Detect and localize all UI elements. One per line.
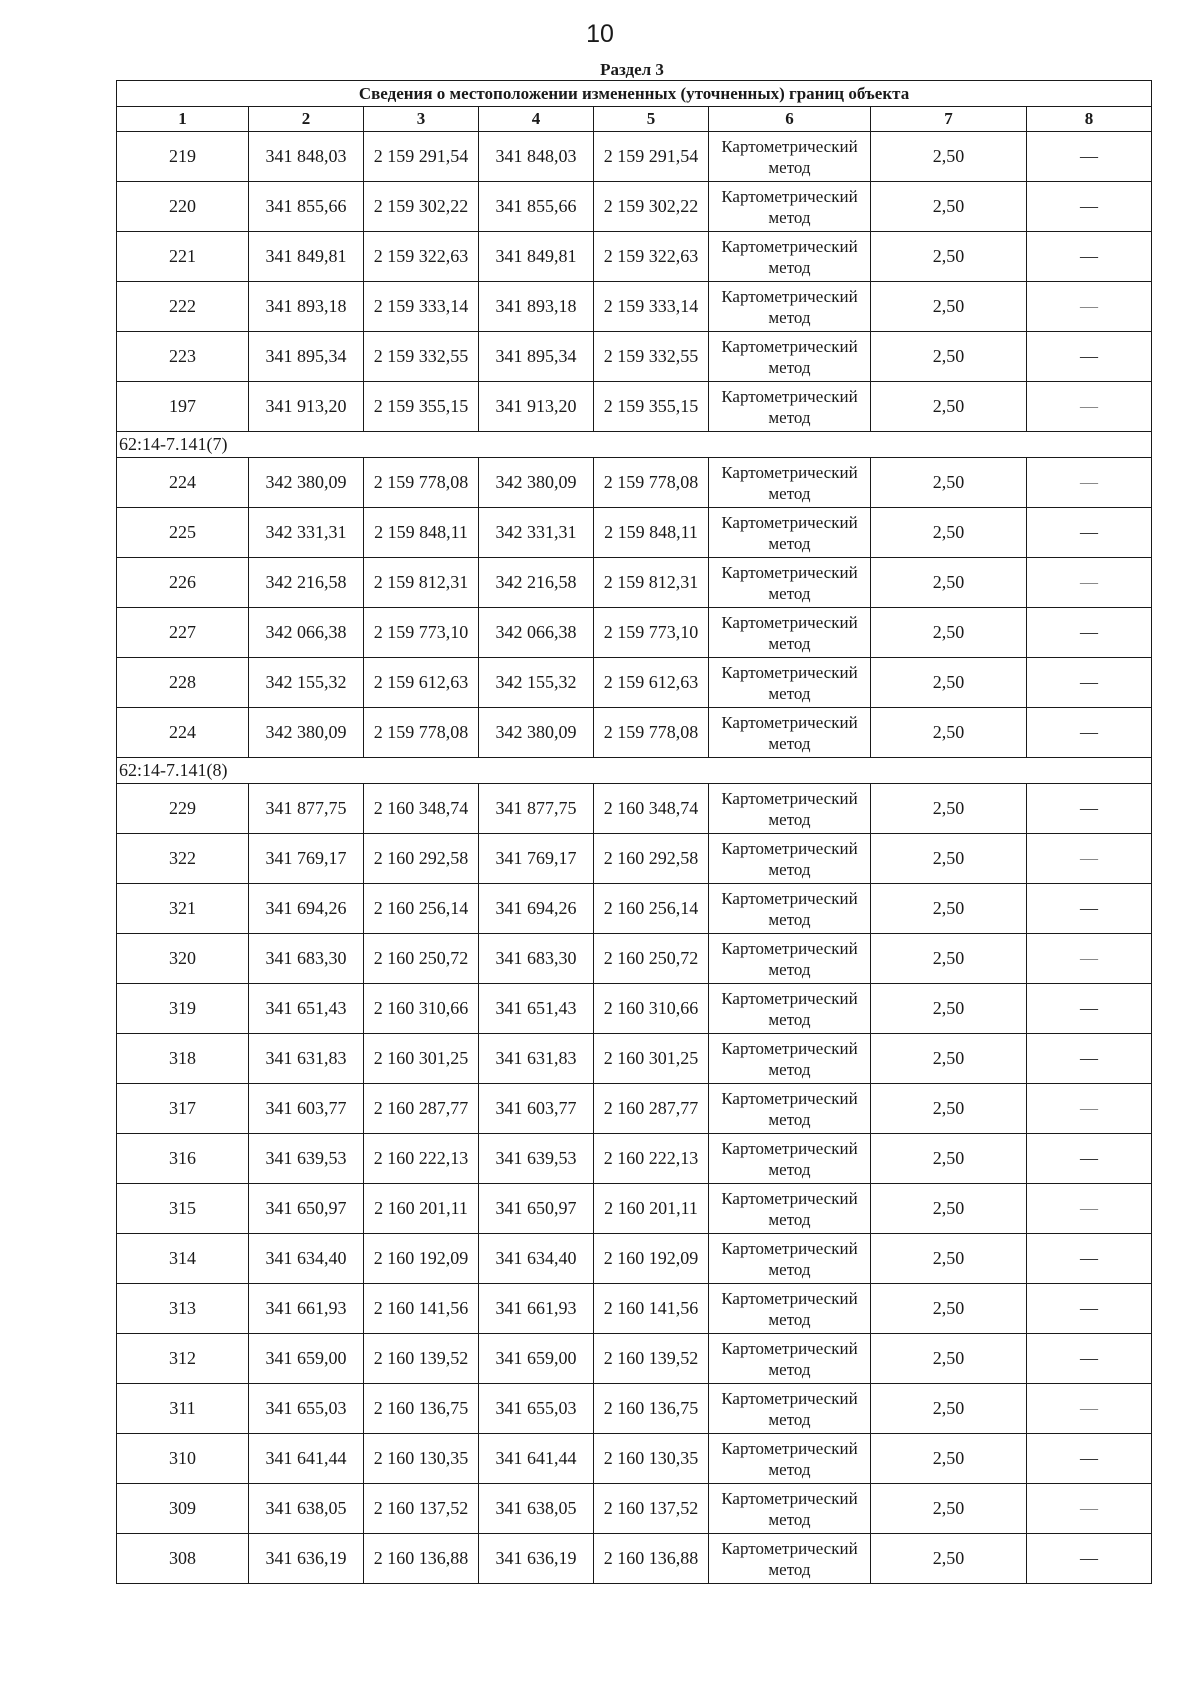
coordinates-table	[116, 80, 1152, 1584]
x-existing-cell: 341 650,97	[249, 1184, 364, 1234]
method-cell: Картометрический метод	[709, 1484, 871, 1534]
table-row	[117, 1284, 1152, 1334]
method-cell: Картометрический метод	[709, 658, 871, 708]
precision-cell: 2,50	[871, 1284, 1027, 1334]
precision-cell: 2,50	[871, 382, 1027, 432]
x-new-cell: 341 650,97	[479, 1184, 594, 1234]
precision-cell: 2,50	[871, 232, 1027, 282]
x-existing-cell: 341 638,05	[249, 1484, 364, 1534]
x-new-cell: 341 848,03	[479, 132, 594, 182]
point-number-cell: 228	[117, 658, 249, 708]
note-cell	[1027, 1284, 1152, 1334]
precision-cell: 2,50	[871, 1534, 1027, 1584]
method-cell: Картометрический метод	[709, 1534, 871, 1584]
method-cell: Картометрический метод	[709, 1284, 871, 1334]
method-cell: Картометрический метод	[709, 182, 871, 232]
table-caption-row	[117, 81, 1152, 107]
y-new-cell: 2 159 778,08	[594, 458, 709, 508]
table-row	[117, 1034, 1152, 1084]
note-cell	[1027, 608, 1152, 658]
y-existing-cell: 2 159 355,15	[364, 382, 479, 432]
y-new-cell: 2 160 137,52	[594, 1484, 709, 1534]
y-existing-cell: 2 159 291,54	[364, 132, 479, 182]
x-new-cell: 342 155,32	[479, 658, 594, 708]
note-cell	[1027, 382, 1152, 432]
precision-cell: 2,50	[871, 658, 1027, 708]
precision-cell: 2,50	[871, 458, 1027, 508]
precision-cell: 2,50	[871, 1384, 1027, 1434]
x-new-cell: 341 769,17	[479, 834, 594, 884]
precision-cell: 2,50	[871, 784, 1027, 834]
table-row	[117, 658, 1152, 708]
column-number-row	[117, 107, 1152, 132]
table-row	[117, 934, 1152, 984]
y-existing-cell: 2 160 141,56	[364, 1284, 479, 1334]
method-cell: Картометрический метод	[709, 784, 871, 834]
dash-mark: —	[1080, 622, 1099, 642]
point-number-cell: 219	[117, 132, 249, 182]
precision-cell: 2,50	[871, 1034, 1027, 1084]
precision-cell: 2,50	[871, 508, 1027, 558]
note-cell	[1027, 1434, 1152, 1484]
method-cell: Картометрический метод	[709, 382, 871, 432]
table-row	[117, 558, 1152, 608]
y-new-cell: 2 160 136,88	[594, 1534, 709, 1584]
column-number: 3	[364, 107, 479, 132]
note-cell	[1027, 834, 1152, 884]
x-existing-cell: 342 380,09	[249, 708, 364, 758]
note-cell	[1027, 1184, 1152, 1234]
column-number: 1	[117, 107, 249, 132]
x-new-cell: 341 893,18	[479, 282, 594, 332]
y-existing-cell: 2 159 812,31	[364, 558, 479, 608]
x-existing-cell: 341 849,81	[249, 232, 364, 282]
point-number-cell: 311	[117, 1384, 249, 1434]
point-number-cell: 224	[117, 708, 249, 758]
y-new-cell: 2 159 302,22	[594, 182, 709, 232]
note-cell	[1027, 884, 1152, 934]
point-number-cell: 220	[117, 182, 249, 232]
dash-mark: —	[1080, 1448, 1099, 1468]
y-existing-cell: 2 160 310,66	[364, 984, 479, 1034]
point-number-cell: 226	[117, 558, 249, 608]
point-number-cell: 314	[117, 1234, 249, 1284]
y-new-cell: 2 160 250,72	[594, 934, 709, 984]
y-existing-cell: 2 159 778,08	[364, 708, 479, 758]
note-cell	[1027, 1234, 1152, 1284]
point-number-cell: 312	[117, 1334, 249, 1384]
table-row	[117, 608, 1152, 658]
y-new-cell: 2 160 222,13	[594, 1134, 709, 1184]
y-existing-cell: 2 159 773,10	[364, 608, 479, 658]
y-existing-cell: 2 160 139,52	[364, 1334, 479, 1384]
precision-cell: 2,50	[871, 282, 1027, 332]
dash-mark: —	[1080, 1498, 1099, 1518]
method-cell: Картометрический метод	[709, 332, 871, 382]
x-existing-cell: 341 651,43	[249, 984, 364, 1034]
dash-mark: —	[1080, 346, 1099, 366]
x-new-cell: 341 639,53	[479, 1134, 594, 1184]
point-number-cell: 225	[117, 508, 249, 558]
table-row	[117, 834, 1152, 884]
x-new-cell: 341 895,34	[479, 332, 594, 382]
y-existing-cell: 2 160 301,25	[364, 1034, 479, 1084]
x-new-cell: 342 380,09	[479, 708, 594, 758]
dash-mark: —	[1080, 1248, 1099, 1268]
x-existing-cell: 341 877,75	[249, 784, 364, 834]
x-new-cell: 341 651,43	[479, 984, 594, 1034]
x-new-cell: 342 216,58	[479, 558, 594, 608]
column-number: 2	[249, 107, 364, 132]
y-existing-cell: 2 160 222,13	[364, 1134, 479, 1184]
y-existing-cell: 2 160 136,75	[364, 1384, 479, 1434]
point-number-cell: 221	[117, 232, 249, 282]
page-number: 10	[586, 20, 614, 48]
table-row	[117, 1534, 1152, 1584]
dash-mark: —	[1080, 196, 1099, 216]
note-cell	[1027, 1384, 1152, 1434]
x-existing-cell: 341 913,20	[249, 382, 364, 432]
y-existing-cell: 2 159 333,14	[364, 282, 479, 332]
y-new-cell: 2 159 773,10	[594, 608, 709, 658]
point-number-cell: 197	[117, 382, 249, 432]
note-cell	[1027, 1084, 1152, 1134]
y-existing-cell: 2 160 136,88	[364, 1534, 479, 1584]
x-new-cell: 341 694,26	[479, 884, 594, 934]
note-cell	[1027, 934, 1152, 984]
y-existing-cell: 2 160 292,58	[364, 834, 479, 884]
point-number-cell: 310	[117, 1434, 249, 1484]
x-existing-cell: 341 659,00	[249, 1334, 364, 1384]
x-existing-cell: 341 683,30	[249, 934, 364, 984]
x-existing-cell: 341 636,19	[249, 1534, 364, 1584]
table-row	[117, 708, 1152, 758]
method-cell: Картометрический метод	[709, 458, 871, 508]
point-number-cell: 229	[117, 784, 249, 834]
point-number-cell: 317	[117, 1084, 249, 1134]
point-number-cell: 227	[117, 608, 249, 658]
x-existing-cell: 341 769,17	[249, 834, 364, 884]
point-number-cell: 308	[117, 1534, 249, 1584]
x-new-cell: 341 603,77	[479, 1084, 594, 1134]
y-existing-cell: 2 160 256,14	[364, 884, 479, 934]
group-label: 62:14-7.141(8)	[117, 758, 1152, 784]
method-cell: Картометрический метод	[709, 934, 871, 984]
note-cell	[1027, 1484, 1152, 1534]
dash-mark: —	[1080, 798, 1099, 818]
x-existing-cell: 341 641,44	[249, 1434, 364, 1484]
x-existing-cell: 342 155,32	[249, 658, 364, 708]
y-existing-cell: 2 160 287,77	[364, 1084, 479, 1134]
precision-cell: 2,50	[871, 608, 1027, 658]
dash-mark: —	[1080, 472, 1099, 492]
note-cell	[1027, 458, 1152, 508]
note-cell	[1027, 558, 1152, 608]
x-existing-cell: 341 634,40	[249, 1234, 364, 1284]
table-row	[117, 382, 1152, 432]
dash-mark: —	[1080, 1198, 1099, 1218]
note-cell	[1027, 1034, 1152, 1084]
y-new-cell: 2 160 201,11	[594, 1184, 709, 1234]
y-new-cell: 2 160 141,56	[594, 1284, 709, 1334]
x-existing-cell: 342 066,38	[249, 608, 364, 658]
dash-mark: —	[1080, 1098, 1099, 1118]
x-existing-cell: 342 331,31	[249, 508, 364, 558]
note-cell	[1027, 282, 1152, 332]
dash-mark: —	[1080, 1298, 1099, 1318]
x-new-cell: 341 641,44	[479, 1434, 594, 1484]
column-number: 5	[594, 107, 709, 132]
method-cell: Картометрический метод	[709, 558, 871, 608]
dash-mark: —	[1080, 1348, 1099, 1368]
y-new-cell: 2 160 136,75	[594, 1384, 709, 1434]
table-row	[117, 1234, 1152, 1284]
method-cell: Картометрический метод	[709, 608, 871, 658]
y-existing-cell: 2 159 612,63	[364, 658, 479, 708]
table-row	[117, 332, 1152, 382]
y-existing-cell: 2 159 778,08	[364, 458, 479, 508]
precision-cell: 2,50	[871, 558, 1027, 608]
point-number-cell: 222	[117, 282, 249, 332]
y-new-cell: 2 159 612,63	[594, 658, 709, 708]
x-new-cell: 341 631,83	[479, 1034, 594, 1084]
table-row	[117, 182, 1152, 232]
column-number: 8	[1027, 107, 1152, 132]
point-number-cell: 320	[117, 934, 249, 984]
note-cell	[1027, 784, 1152, 834]
point-number-cell: 322	[117, 834, 249, 884]
method-cell: Картометрический метод	[709, 1434, 871, 1484]
dash-mark: —	[1080, 848, 1099, 868]
column-number: 4	[479, 107, 594, 132]
method-cell: Картометрический метод	[709, 508, 871, 558]
y-existing-cell: 2 160 201,11	[364, 1184, 479, 1234]
x-existing-cell: 341 639,53	[249, 1134, 364, 1184]
method-cell: Картометрический метод	[709, 834, 871, 884]
precision-cell: 2,50	[871, 1184, 1027, 1234]
method-cell: Картометрический метод	[709, 282, 871, 332]
precision-cell: 2,50	[871, 884, 1027, 934]
table-row	[117, 884, 1152, 934]
table-row	[117, 132, 1152, 182]
dash-mark: —	[1080, 948, 1099, 968]
precision-cell: 2,50	[871, 182, 1027, 232]
note-cell	[1027, 984, 1152, 1034]
dash-mark: —	[1080, 998, 1099, 1018]
table-caption: Сведения о местоположении измененных (уточненных) границ объекта	[117, 81, 1152, 107]
method-cell: Картометрический метод	[709, 1134, 871, 1184]
y-new-cell: 2 159 812,31	[594, 558, 709, 608]
method-cell: Картометрический метод	[709, 132, 871, 182]
x-existing-cell: 341 855,66	[249, 182, 364, 232]
method-cell: Картометрический метод	[709, 1084, 871, 1134]
precision-cell: 2,50	[871, 1134, 1027, 1184]
method-cell: Картометрический метод	[709, 1034, 871, 1084]
dash-mark: —	[1080, 1048, 1099, 1068]
note-cell	[1027, 232, 1152, 282]
dash-mark: —	[1080, 722, 1099, 742]
method-cell: Картометрический метод	[709, 1384, 871, 1434]
dash-mark: —	[1080, 672, 1099, 692]
point-number-cell: 321	[117, 884, 249, 934]
x-existing-cell: 341 893,18	[249, 282, 364, 332]
point-number-cell: 319	[117, 984, 249, 1034]
note-cell	[1027, 708, 1152, 758]
y-existing-cell: 2 159 322,63	[364, 232, 479, 282]
dash-mark: —	[1080, 296, 1099, 316]
precision-cell: 2,50	[871, 934, 1027, 984]
table-row	[117, 458, 1152, 508]
point-number-cell: 316	[117, 1134, 249, 1184]
dash-mark: —	[1080, 246, 1099, 266]
table-row	[117, 1334, 1152, 1384]
x-existing-cell: 341 895,34	[249, 332, 364, 382]
method-cell: Картометрический метод	[709, 232, 871, 282]
point-number-cell: 313	[117, 1284, 249, 1334]
y-existing-cell: 2 159 332,55	[364, 332, 479, 382]
x-new-cell: 341 655,03	[479, 1384, 594, 1434]
dash-mark: —	[1080, 146, 1099, 166]
dash-mark: —	[1080, 1398, 1099, 1418]
x-existing-cell: 341 655,03	[249, 1384, 364, 1434]
x-new-cell: 341 877,75	[479, 784, 594, 834]
y-new-cell: 2 159 333,14	[594, 282, 709, 332]
y-new-cell: 2 160 292,58	[594, 834, 709, 884]
y-new-cell: 2 159 778,08	[594, 708, 709, 758]
method-cell: Картометрический метод	[709, 1334, 871, 1384]
x-new-cell: 341 849,81	[479, 232, 594, 282]
x-existing-cell: 341 603,77	[249, 1084, 364, 1134]
table-row	[117, 1434, 1152, 1484]
point-number-cell: 224	[117, 458, 249, 508]
note-cell	[1027, 1334, 1152, 1384]
note-cell	[1027, 182, 1152, 232]
method-cell: Картометрический метод	[709, 1184, 871, 1234]
y-existing-cell: 2 160 250,72	[364, 934, 479, 984]
y-new-cell: 2 160 256,14	[594, 884, 709, 934]
x-existing-cell: 341 631,83	[249, 1034, 364, 1084]
x-existing-cell: 341 848,03	[249, 132, 364, 182]
table-row	[117, 1384, 1152, 1434]
dash-mark: —	[1080, 572, 1099, 592]
method-cell: Картометрический метод	[709, 1234, 871, 1284]
table-row	[117, 1084, 1152, 1134]
precision-cell: 2,50	[871, 1234, 1027, 1284]
point-number-cell: 223	[117, 332, 249, 382]
group-row	[117, 758, 1152, 784]
x-new-cell: 342 331,31	[479, 508, 594, 558]
x-new-cell: 341 638,05	[479, 1484, 594, 1534]
y-new-cell: 2 159 322,63	[594, 232, 709, 282]
x-new-cell: 341 661,93	[479, 1284, 594, 1334]
note-cell	[1027, 1134, 1152, 1184]
precision-cell: 2,50	[871, 1434, 1027, 1484]
y-existing-cell: 2 159 848,11	[364, 508, 479, 558]
y-new-cell: 2 160 310,66	[594, 984, 709, 1034]
method-cell: Картометрический метод	[709, 984, 871, 1034]
dash-mark: —	[1080, 522, 1099, 542]
y-new-cell: 2 160 139,52	[594, 1334, 709, 1384]
note-cell	[1027, 332, 1152, 382]
y-new-cell: 2 160 287,77	[594, 1084, 709, 1134]
table-row	[117, 984, 1152, 1034]
x-new-cell: 341 683,30	[479, 934, 594, 984]
point-number-cell: 318	[117, 1034, 249, 1084]
y-new-cell: 2 159 355,15	[594, 382, 709, 432]
dash-mark: —	[1080, 1148, 1099, 1168]
point-number-cell: 315	[117, 1184, 249, 1234]
y-new-cell: 2 159 291,54	[594, 132, 709, 182]
y-existing-cell: 2 159 302,22	[364, 182, 479, 232]
x-new-cell: 342 066,38	[479, 608, 594, 658]
table-row	[117, 1184, 1152, 1234]
y-existing-cell: 2 160 137,52	[364, 1484, 479, 1534]
y-new-cell: 2 160 130,35	[594, 1434, 709, 1484]
table-row	[117, 508, 1152, 558]
y-new-cell: 2 160 301,25	[594, 1034, 709, 1084]
y-existing-cell: 2 160 130,35	[364, 1434, 479, 1484]
note-cell	[1027, 658, 1152, 708]
column-number: 7	[871, 107, 1027, 132]
table-row	[117, 784, 1152, 834]
precision-cell: 2,50	[871, 1084, 1027, 1134]
dash-mark: —	[1080, 898, 1099, 918]
method-cell: Картометрический метод	[709, 708, 871, 758]
table-row	[117, 232, 1152, 282]
precision-cell: 2,50	[871, 332, 1027, 382]
section-title: Раздел 3	[600, 60, 664, 79]
precision-cell: 2,50	[871, 984, 1027, 1034]
precision-cell: 2,50	[871, 1484, 1027, 1534]
x-new-cell: 342 380,09	[479, 458, 594, 508]
dash-mark: —	[1080, 396, 1099, 416]
precision-cell: 2,50	[871, 1334, 1027, 1384]
note-cell	[1027, 132, 1152, 182]
precision-cell: 2,50	[871, 708, 1027, 758]
column-number: 6	[709, 107, 871, 132]
x-new-cell: 341 636,19	[479, 1534, 594, 1584]
x-new-cell: 341 913,20	[479, 382, 594, 432]
x-new-cell: 341 855,66	[479, 182, 594, 232]
precision-cell: 2,50	[871, 834, 1027, 884]
table-row	[117, 1484, 1152, 1534]
y-new-cell: 2 160 348,74	[594, 784, 709, 834]
x-existing-cell: 342 380,09	[249, 458, 364, 508]
x-existing-cell: 342 216,58	[249, 558, 364, 608]
y-existing-cell: 2 160 348,74	[364, 784, 479, 834]
x-existing-cell: 341 661,93	[249, 1284, 364, 1334]
point-number-cell: 309	[117, 1484, 249, 1534]
note-cell	[1027, 1534, 1152, 1584]
note-cell	[1027, 508, 1152, 558]
y-new-cell: 2 159 848,11	[594, 508, 709, 558]
precision-cell: 2,50	[871, 132, 1027, 182]
y-existing-cell: 2 160 192,09	[364, 1234, 479, 1284]
x-new-cell: 341 659,00	[479, 1334, 594, 1384]
group-label: 62:14-7.141(7)	[117, 432, 1152, 458]
table-row	[117, 1134, 1152, 1184]
dash-mark: —	[1080, 1548, 1099, 1568]
x-new-cell: 341 634,40	[479, 1234, 594, 1284]
method-cell: Картометрический метод	[709, 884, 871, 934]
table-row	[117, 282, 1152, 332]
y-new-cell: 2 160 192,09	[594, 1234, 709, 1284]
x-existing-cell: 341 694,26	[249, 884, 364, 934]
group-row	[117, 432, 1152, 458]
y-new-cell: 2 159 332,55	[594, 332, 709, 382]
